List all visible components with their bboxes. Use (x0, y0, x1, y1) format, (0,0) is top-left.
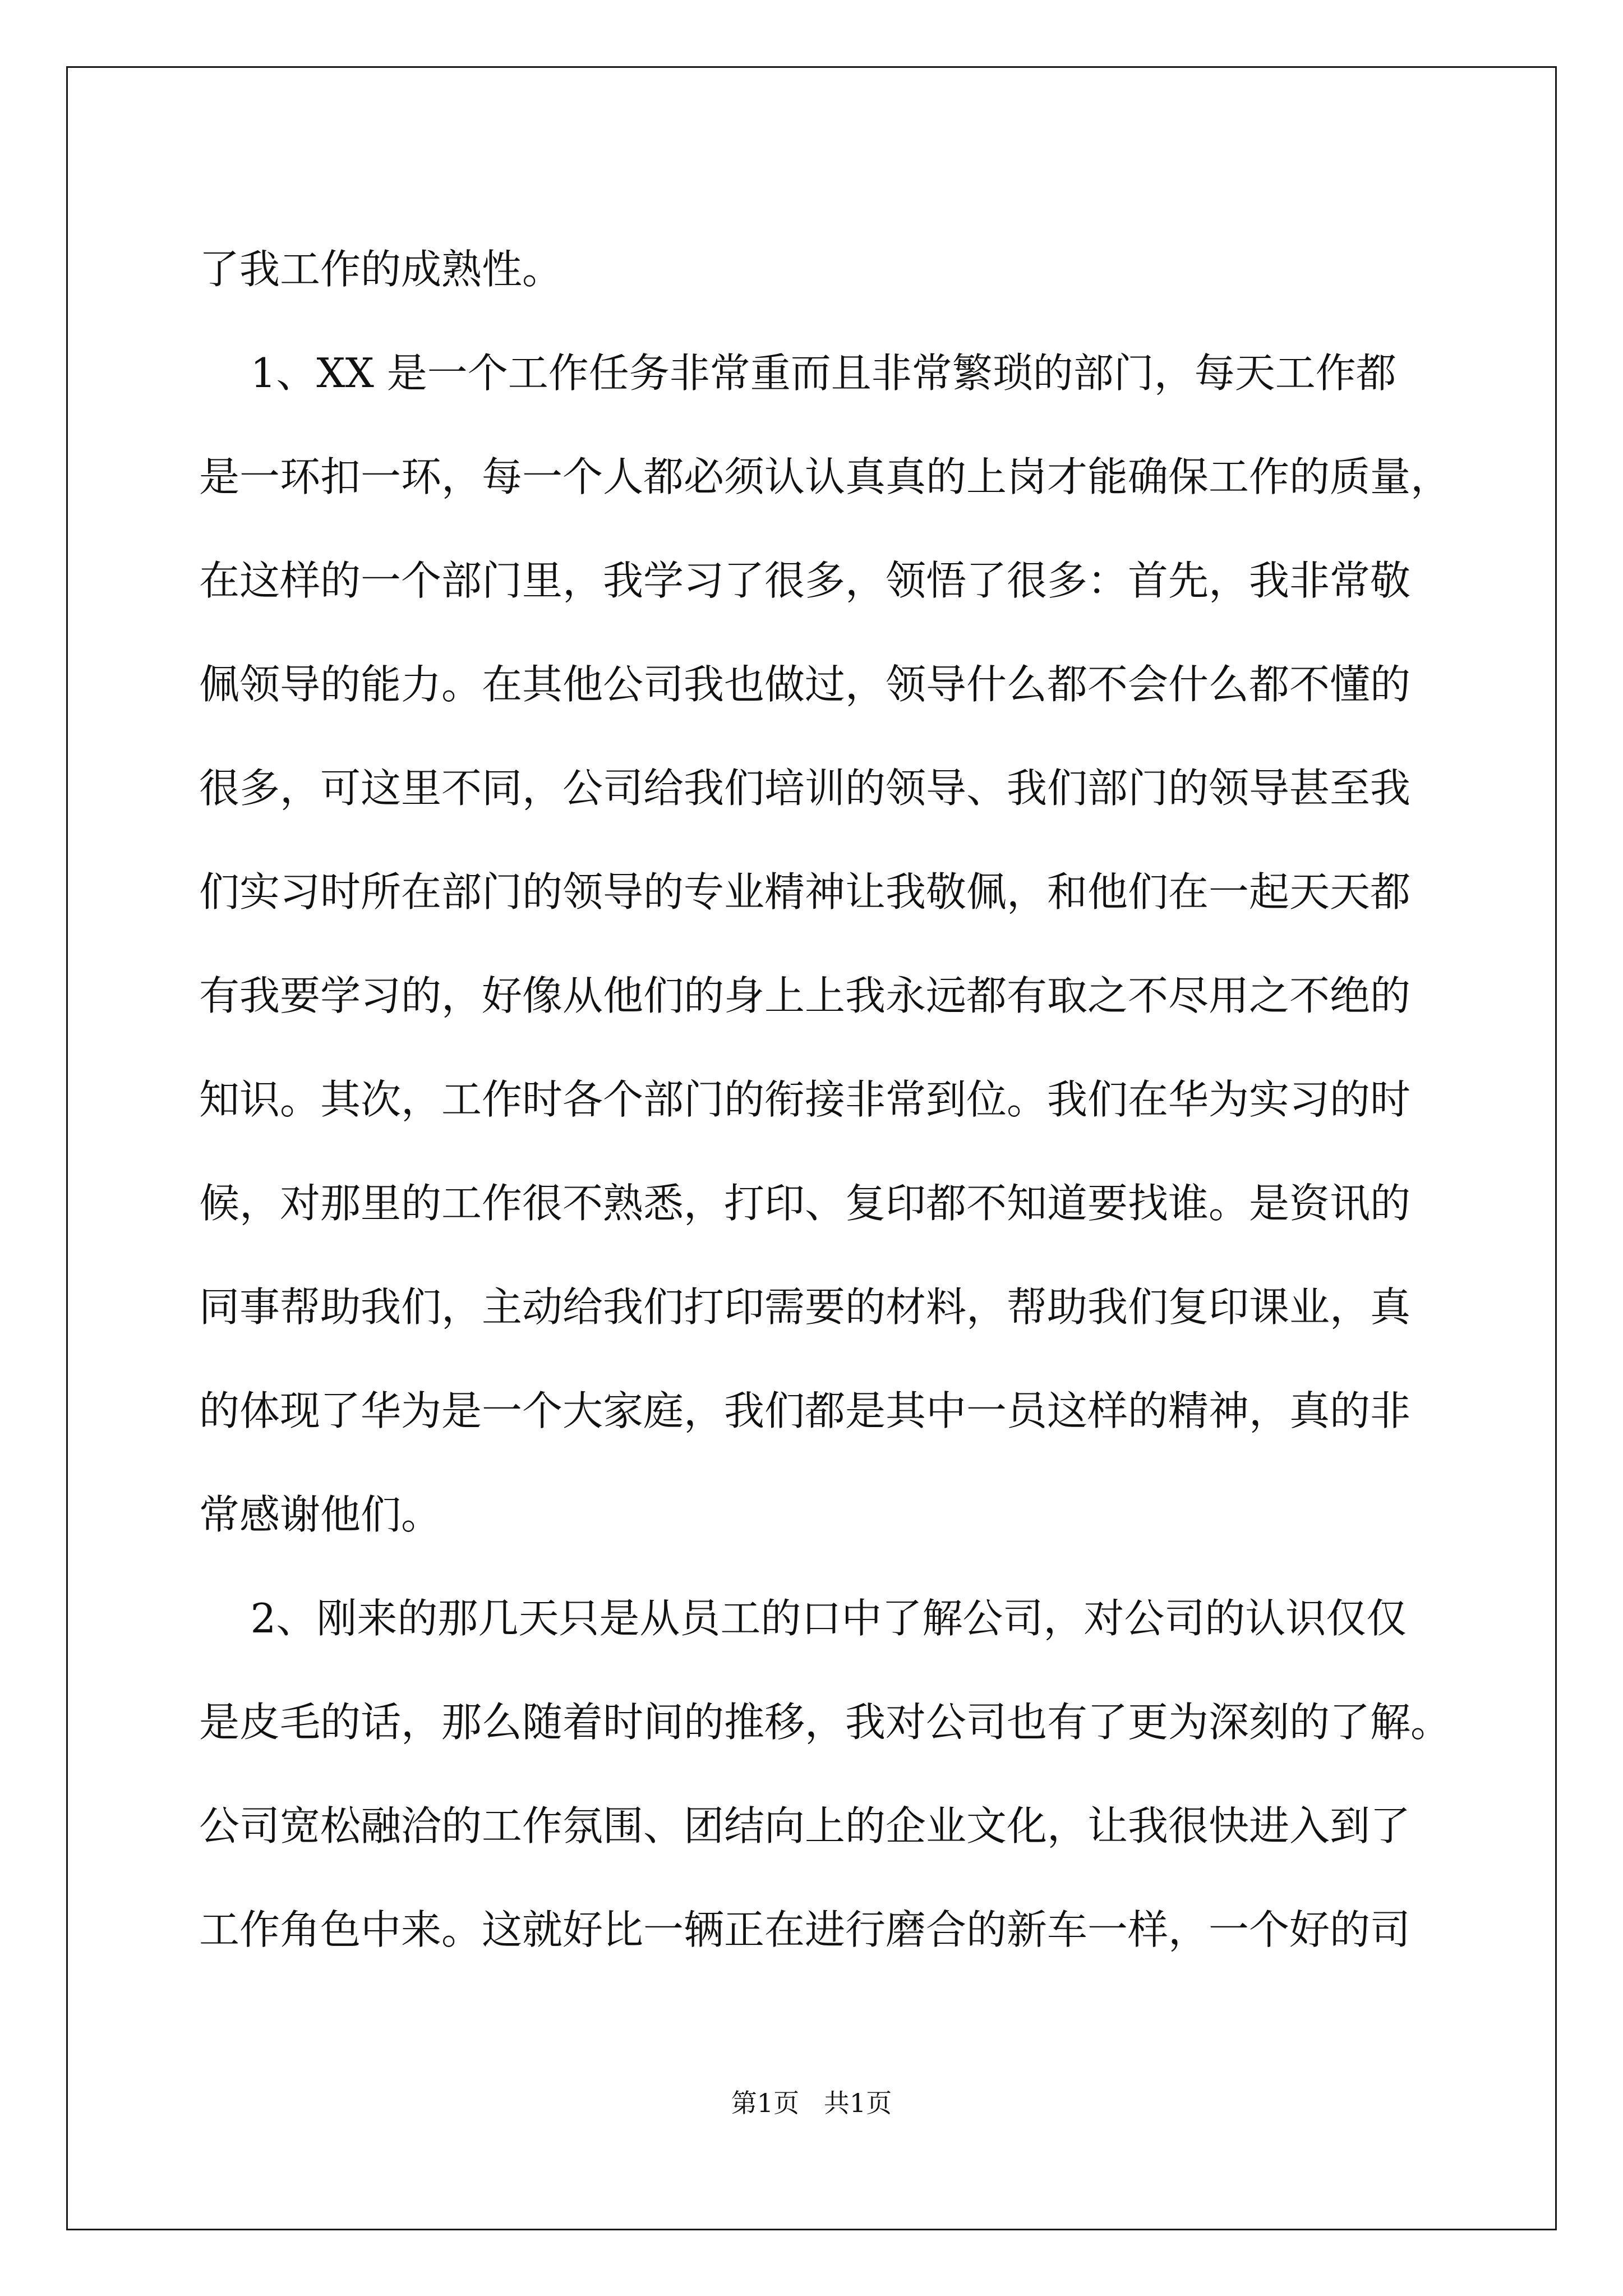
text-line: 1、XX 是一个工作任务非常重而且非常繁琐的部门，每天工作都 (199, 349, 1396, 397)
text-line: 有我要学习的，好像从他们的身上上我永远都有取之不尽用之不绝的 (199, 972, 1411, 1019)
text-line: 在这样的一个部门里，我学习了很多，领悟了很多：首先，我非常敬 (199, 557, 1411, 604)
text-line: 的体现了华为是一个大家庭，我们都是其中一员这样的精神，真的非 (199, 1387, 1411, 1434)
text-line: 是皮毛的话，那么随着时间的推移，我对公司也有了更为深刻的了解。 (199, 1699, 1451, 1746)
text-line: 了我工作的成熟性。 (199, 246, 563, 293)
page-footer (0, 2083, 1623, 2120)
text-line: 2、刚来的那几天只是从员工的口中了解公司，对公司的认识仅仅 (199, 1595, 1407, 1642)
text-line: 同事帮助我们，主动给我们打印需要的材料，帮助我们复印课业，真 (199, 1283, 1411, 1331)
text-line: 们实习时所在部门的领导的专业精神让我敬佩，和他们在一起天天都 (199, 868, 1411, 915)
text-line: 知识。其次，工作时各个部门的衔接非常到位。我们在华为实习的时 (199, 1076, 1411, 1123)
page-number: 第1页 共1页 (731, 2088, 892, 2118)
text-line: 工作角色中来。这就好比一辆正在进行磨合的新车一样，一个好的司 (199, 1906, 1411, 1953)
text-line: 公司宽松融洽的工作氛围、团结向上的企业文化，让我很快进入到了 (199, 1802, 1411, 1849)
text-line: 是一环扣一环，每一个人都必须认认真真的上岗才能确保工作的质量， (199, 453, 1451, 500)
text-line: 常感谢他们。 (199, 1491, 442, 1538)
text-line: 候，对那里的工作很不熟悉，打印、复印都不知道要找谁。是资讯的 (199, 1180, 1411, 1227)
text-line: 佩领导的能力。在其他公司我也做过，领导什么都不会什么都不懂的 (199, 661, 1411, 708)
text-line: 很多，可这里不同，公司给我们培训的领导、我们部门的领导甚至我 (199, 765, 1411, 812)
document-body (199, 218, 1451, 1982)
